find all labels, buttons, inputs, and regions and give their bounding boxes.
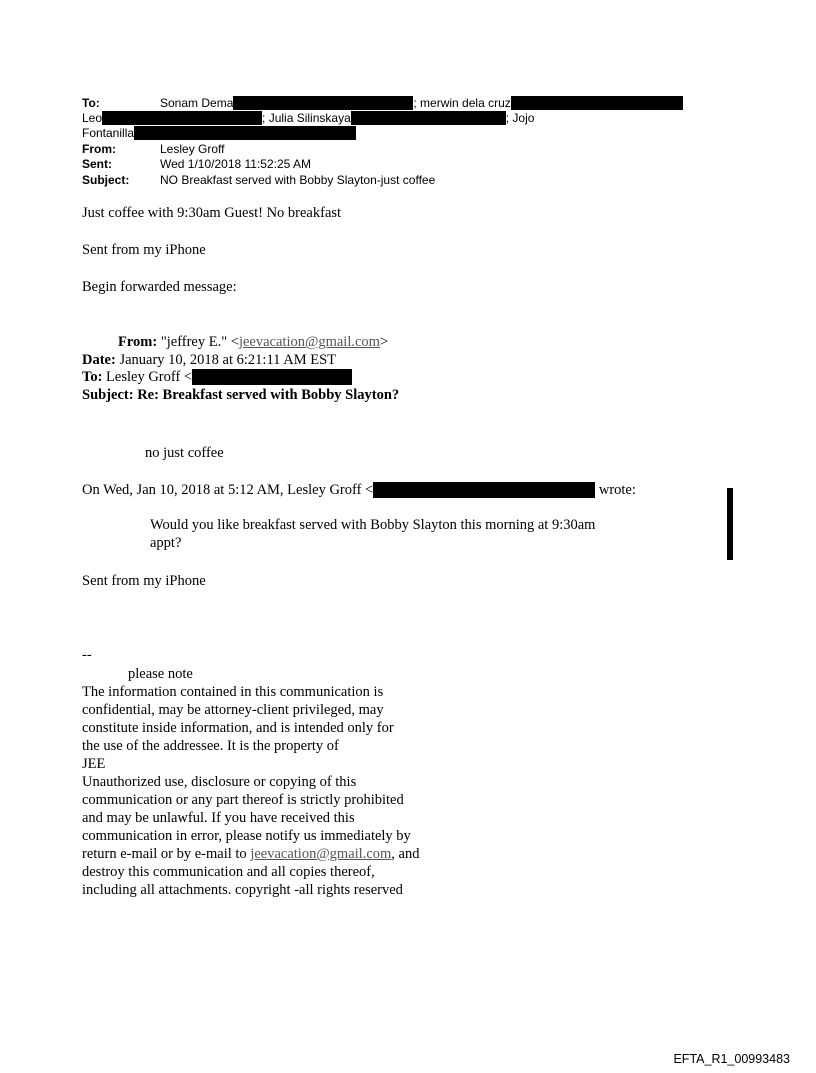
fwd-date — [82, 352, 336, 369]
fwd-from-label: From: — [118, 334, 158, 350]
subject-label: Subject: — [82, 173, 130, 187]
disclaimer-line: including all attachments. copyright -all rights reserved — [82, 882, 403, 898]
quote-line — [82, 482, 636, 499]
fwd-subject — [82, 387, 399, 404]
to-label: To: — [82, 96, 100, 110]
margin-bar — [727, 488, 733, 560]
signature: Sent from my iPhone — [82, 573, 206, 589]
reply-text: no just coffee — [145, 445, 224, 461]
subject-value: NO Breakfast served with Bobby Slayton-just coffee — [160, 173, 436, 187]
from-value: Lesley Groff — [160, 142, 225, 156]
disclaimer-line: Unauthorized use, disclosure or copying of this — [82, 774, 357, 790]
to-line-3 — [82, 126, 356, 140]
fwd-to — [82, 369, 352, 386]
disclaimer-line — [82, 846, 419, 863]
disclaimer-note: please note — [128, 666, 193, 682]
forward-intro: Begin forwarded message: — [82, 279, 237, 295]
disclaimer-line: constitute inside information, and is intended only for — [82, 720, 394, 736]
disclaimer-line: destroy this communication and all copies thereof, — [82, 864, 375, 880]
quote-wrote: wrote: — [598, 482, 636, 498]
fwd-date-label: Date: — [82, 352, 116, 368]
separator: -- — [82, 647, 92, 663]
quote-intro: On Wed, Jan 10, 2018 at 5:12 AM, Lesley Groff < — [82, 482, 374, 498]
redaction — [351, 111, 506, 125]
redaction — [511, 96, 683, 110]
to-line-2 — [82, 111, 534, 125]
fwd-from-close: > — [379, 334, 389, 350]
disclaimer-line: confidential, may be attorney-client privileged, may — [82, 702, 384, 718]
fwd-to-value: Lesley Groff < — [106, 369, 193, 385]
fwd-subject-value: Re: Breakfast served with Bobby Slayton? — [137, 387, 400, 403]
disclaimer-line: the use of the addressee. It is the property of — [82, 738, 339, 754]
fwd-subject-label: Subject: — [82, 387, 134, 403]
redaction — [373, 482, 595, 498]
from-label: From: — [82, 142, 116, 156]
quoted-text: Would you like breakfast served with Bobby Slayton this morning at 9:30am — [150, 517, 596, 533]
disclaimer-line: communication or any part thereof is strictly prohibited — [82, 792, 404, 808]
fwd-from-email-link[interactable]: jeevacation@gmail.com — [238, 334, 380, 350]
fwd-to-label: To: — [82, 369, 103, 385]
body-text: Just coffee with 9:30am Guest! No breakfast — [82, 205, 342, 221]
fwd-date-value: January 10, 2018 at 6:21:11 AM EST — [119, 352, 336, 368]
redaction — [192, 369, 352, 385]
to-recipient: ; merwin dela cruz — [413, 96, 511, 110]
to-recipient: Sonam Dema — [160, 96, 234, 110]
redaction — [233, 96, 413, 110]
disclaimer-line: JEE — [82, 756, 106, 772]
quoted-text: appt? — [150, 535, 182, 551]
to-recipient: Fontanilla — [82, 126, 135, 140]
signature: Sent from my iPhone — [82, 242, 206, 258]
to-recipient: Leo — [82, 111, 103, 125]
disclaimer-line: The information contained in this communication is — [82, 684, 384, 700]
sent-value: Wed 1/10/2018 11:52:25 AM — [160, 157, 312, 171]
fwd-from — [118, 334, 388, 351]
redaction — [102, 111, 262, 125]
to-recipient: ; Jojo — [505, 111, 535, 125]
redaction — [134, 126, 356, 140]
to-line-1 — [160, 96, 683, 110]
disclaimer-text: return e-mail or by e-mail to — [82, 846, 251, 862]
disclaimer-email-link[interactable]: jeevacation@gmail.com — [250, 846, 392, 862]
disclaimer-line: and may be unlawful. If you have received this — [82, 810, 355, 826]
disclaimer-text: , and — [391, 846, 420, 862]
bates-number: EFTA_R1_00993483 — [673, 1052, 790, 1066]
disclaimer-line: communication in error, please notify us immediately by — [82, 828, 411, 844]
fwd-from-name: "jeffrey E." < — [160, 334, 239, 350]
to-recipient: ; Julia Silinskaya — [262, 111, 351, 125]
sent-label: Sent: — [82, 157, 112, 171]
